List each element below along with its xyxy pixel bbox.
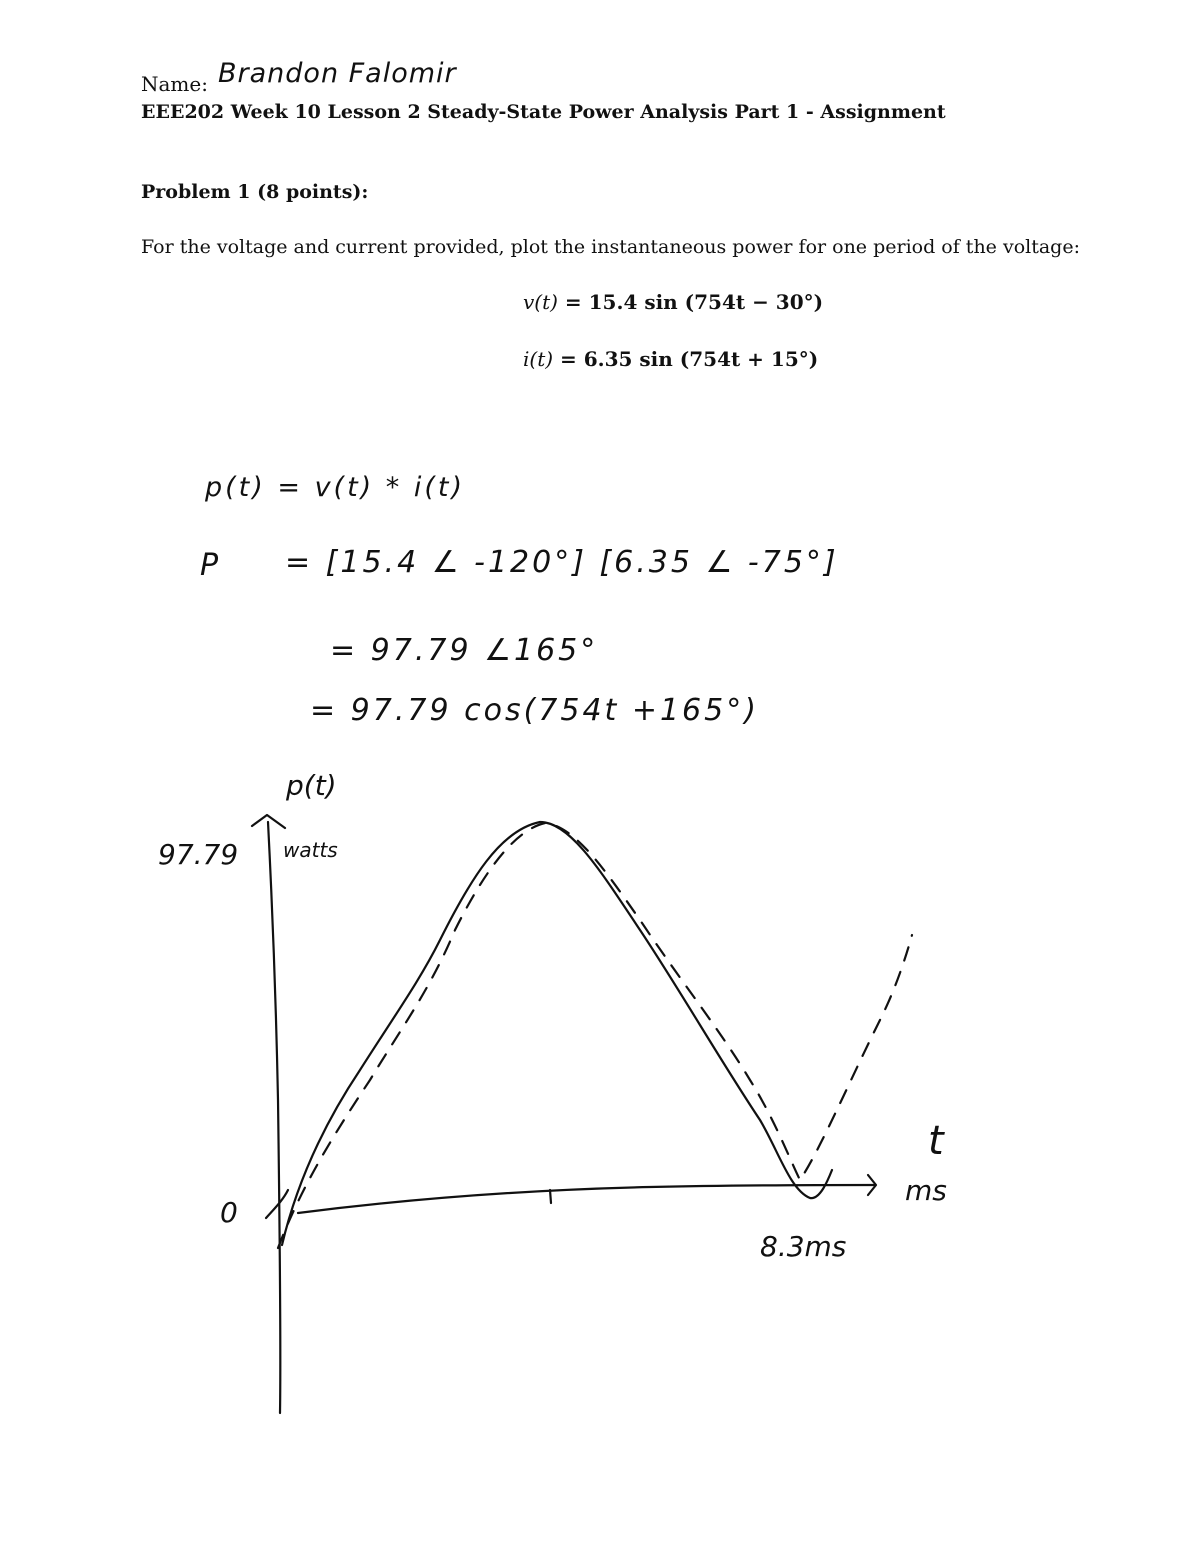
origin-label: 0	[220, 1196, 238, 1229]
x-unit-label: ms	[905, 1174, 947, 1207]
student-name-handwritten: Brandon Falomir	[218, 58, 457, 89]
problem-heading: Problem 1 (8 points):	[141, 181, 369, 203]
y-peak-value-label: 97.79	[158, 838, 239, 871]
x-axis-tick	[550, 1190, 551, 1203]
problem-instructions: For the voltage and current provided, plot the instantaneous power for one period of the voltage:	[141, 236, 1080, 258]
power-curve-solid	[282, 822, 832, 1245]
handwritten-work-line-1: p(t) = v(t) * i(t)	[205, 472, 466, 503]
origin-tick-mark	[266, 1190, 288, 1218]
period-label: 8.3ms	[760, 1230, 847, 1263]
y-axis	[268, 822, 280, 1413]
x-axis	[298, 1185, 875, 1213]
voltage-equation-lhs: v(t)	[523, 290, 558, 314]
y-unit-label: watts	[283, 838, 338, 862]
y-axis-label: p(t)	[286, 769, 337, 802]
name-label: Name:	[141, 72, 208, 96]
document-title: EEE202 Week 10 Lesson 2 Steady-State Power Analysis Part 1 - Assignment	[141, 101, 946, 123]
x-axis-label: t	[928, 1118, 944, 1164]
current-equation-rhs: = 6.35 sin (754t + 15°)	[560, 347, 819, 371]
voltage-equation-rhs: = 15.4 sin (754t − 30°)	[564, 290, 824, 314]
current-equation-lhs: i(t)	[523, 347, 554, 371]
handwritten-work-line-3: = 97.79 ∠165°	[330, 633, 599, 668]
handwritten-work-line-2: = [15.4 ∠ -120°] [6.35 ∠ -75°]	[285, 545, 839, 580]
handwritten-work-line-4: = 97.79 cos(754t +165°)	[310, 693, 759, 728]
handwritten-work-line-2-lhs: P	[200, 548, 222, 583]
